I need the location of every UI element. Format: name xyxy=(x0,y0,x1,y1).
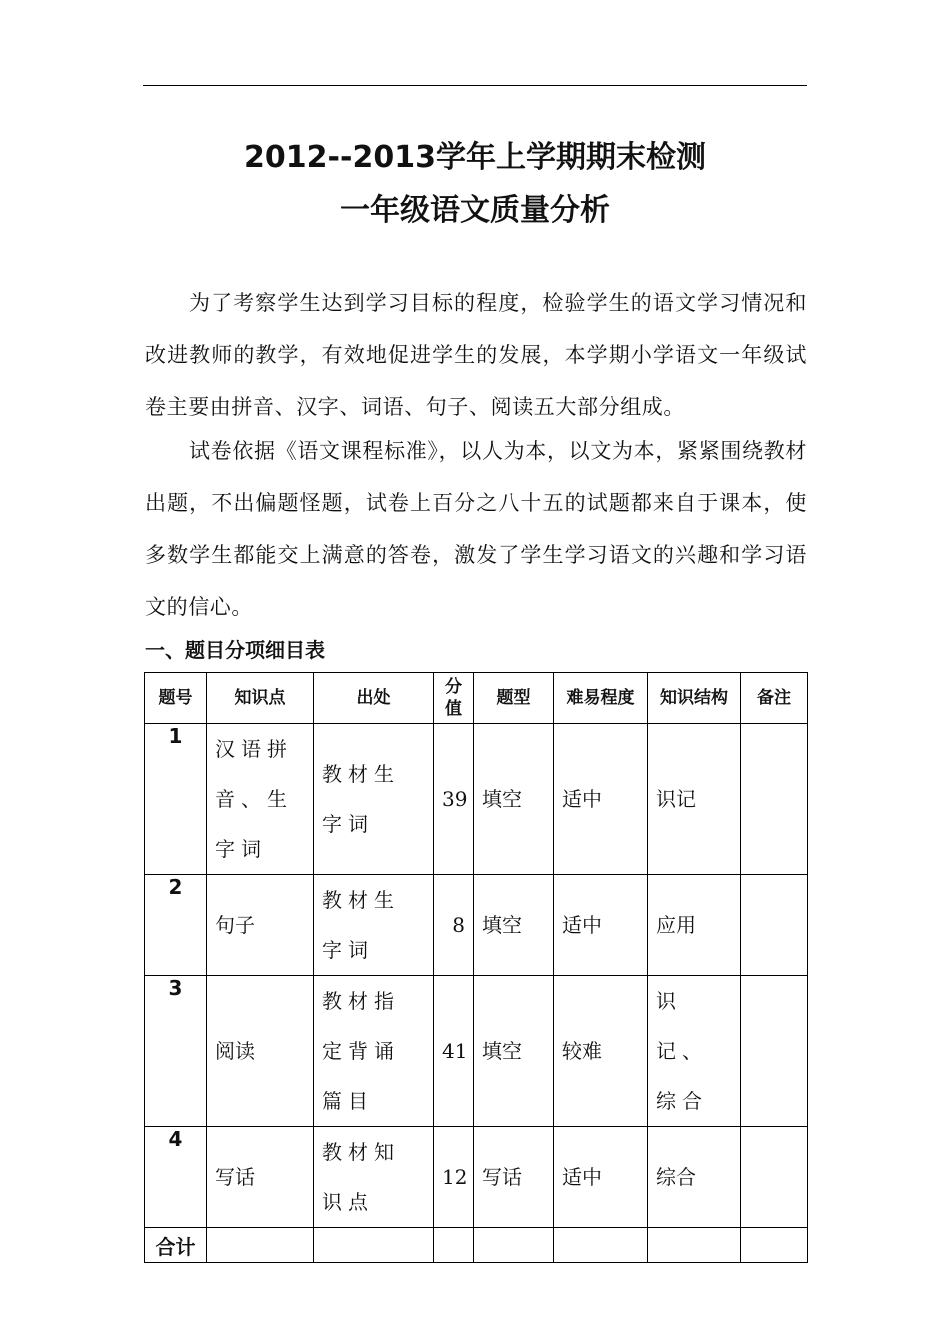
section-heading: 一、题目分项细目表 xyxy=(145,638,325,662)
row-knowledge: 汉语拼音、生字词 xyxy=(207,724,314,875)
row-structure: 识记、综合 xyxy=(648,976,741,1127)
intro-paragraph: 为了考察学生达到学习目标的程度，检验学生的语文学习情况和改进教师的教学，有效地促进学生的发展，本学期小学语文一年级试卷主要由拼音、汉字、词语、句子、阅读五大部分组成。 xyxy=(145,291,807,419)
row-score: 41 xyxy=(434,976,474,1127)
row-structure: 应用 xyxy=(648,875,741,976)
row-source: 教材指定背诵篇目 xyxy=(314,976,434,1127)
row-no: 3 xyxy=(145,976,207,1127)
row-knowledge: 句子 xyxy=(207,875,314,976)
row-note xyxy=(741,1127,808,1228)
row-score: 39 xyxy=(434,724,474,875)
row-no: 2 xyxy=(145,875,207,976)
table-row xyxy=(145,875,808,976)
row-difficulty: 适中 xyxy=(554,724,648,875)
row-note xyxy=(741,724,808,875)
row-structure: 综合 xyxy=(648,1127,741,1228)
header-knowledge: 知识点 xyxy=(207,673,314,724)
row-no: 4 xyxy=(145,1127,207,1228)
row-source: 教材知识点 xyxy=(314,1127,434,1228)
header-difficulty: 难易程度 xyxy=(554,673,648,724)
document-title-line1: 2012--2013学年上学期期末检测 xyxy=(244,140,706,175)
row-source: 教材生字词 xyxy=(314,724,434,875)
document-title-line2: 一年级语文质量分析 xyxy=(340,193,610,228)
header-source: 出处 xyxy=(314,673,434,724)
header-no: 题号 xyxy=(145,673,207,724)
total-cell xyxy=(434,1228,474,1263)
table-row xyxy=(145,976,808,1127)
header-structure: 知识结构 xyxy=(648,673,741,724)
total-cell xyxy=(741,1228,808,1263)
row-difficulty: 适中 xyxy=(554,875,648,976)
total-cell xyxy=(314,1228,434,1263)
header-type: 题型 xyxy=(474,673,554,724)
header-rule xyxy=(143,85,807,86)
row-knowledge: 写话 xyxy=(207,1127,314,1228)
item-breakdown-table xyxy=(144,672,808,1263)
row-difficulty: 适中 xyxy=(554,1127,648,1228)
row-type: 写话 xyxy=(474,1127,554,1228)
table-row xyxy=(145,724,808,875)
total-label: 合计 xyxy=(145,1228,207,1263)
row-note xyxy=(741,976,808,1127)
row-knowledge: 阅读 xyxy=(207,976,314,1127)
table-row xyxy=(145,1127,808,1228)
header-note: 备注 xyxy=(741,673,808,724)
row-difficulty: 较难 xyxy=(554,976,648,1127)
header-score: 分值 xyxy=(434,673,474,724)
total-cell xyxy=(474,1228,554,1263)
exam-basis-paragraph: 试卷依据《语文课程标准》，以人为本，以文为本，紧紧围绕教材出题，不出偏题怪题，试卷上百分之八十五的试题都来自于课本，使多数学生都能交上满意的答卷，激发了学生学习语文的兴趣和学习语文的信心。 xyxy=(145,439,807,619)
total-cell xyxy=(554,1228,648,1263)
row-note xyxy=(741,875,808,976)
row-no: 1 xyxy=(145,724,207,875)
row-source: 教材生字词 xyxy=(314,875,434,976)
row-score: 12 xyxy=(434,1127,474,1228)
table-header-row xyxy=(145,673,808,724)
row-type: 填空 xyxy=(474,724,554,875)
table-total-row xyxy=(145,1228,808,1263)
row-type: 填空 xyxy=(474,976,554,1127)
total-cell xyxy=(648,1228,741,1263)
row-type: 填空 xyxy=(474,875,554,976)
row-score: 8 xyxy=(434,875,474,976)
total-cell xyxy=(207,1228,314,1263)
row-structure: 识记 xyxy=(648,724,741,875)
